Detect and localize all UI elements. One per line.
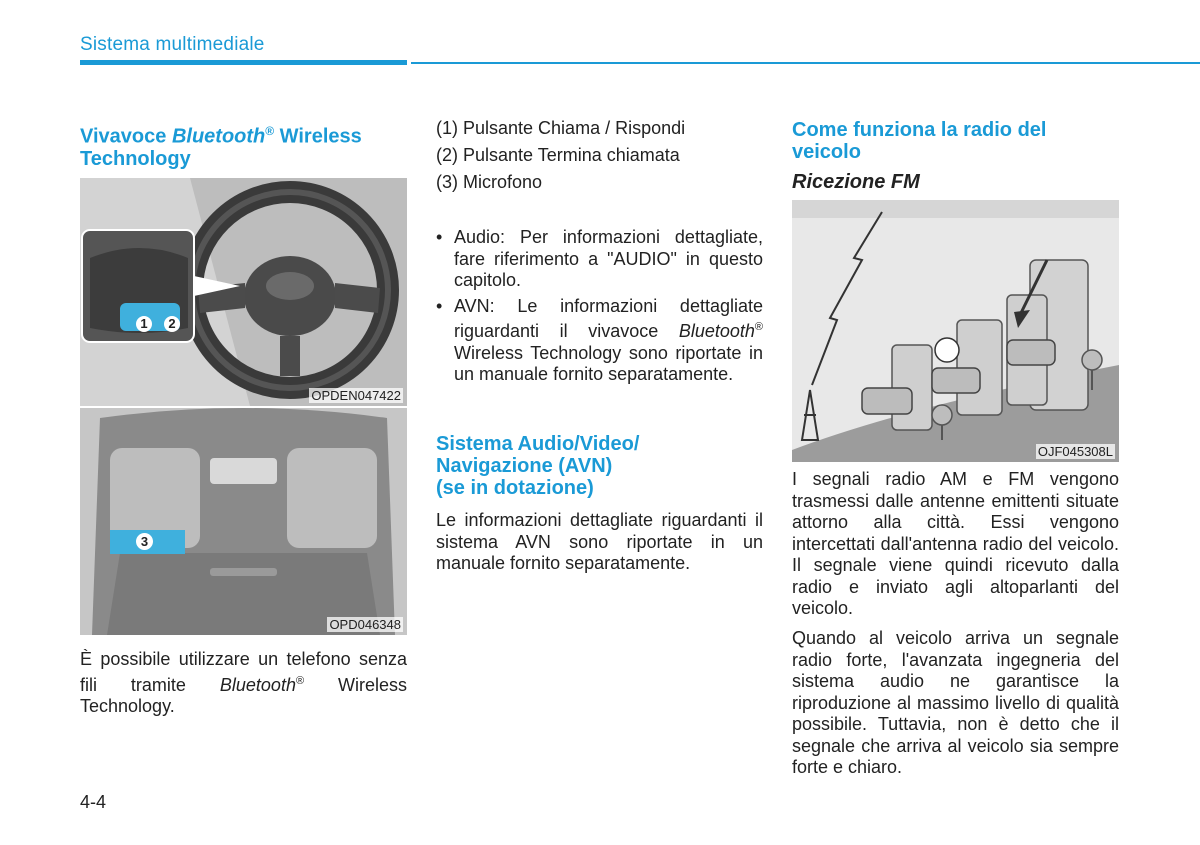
avn-heading-line: Navigazione (AVN) bbox=[436, 455, 613, 477]
avn-paragraph: Le informazioni dettagliate riguardanti il sistema AVN sono riportate in un manuale fornito separatamente. bbox=[436, 510, 763, 573]
figure-caption: OPDEN047422 bbox=[311, 388, 401, 403]
list-item-1: (1) Pulsante Chiama / Rispondi bbox=[436, 118, 686, 138]
heading-text: Wireless Technology bbox=[80, 125, 362, 170]
paragraph-text: Wireless Technology. bbox=[80, 674, 407, 716]
figure-caption: OJF045308L bbox=[1037, 444, 1113, 459]
heading-brand: Bluetooth bbox=[171, 125, 266, 148]
radio-paragraph-2: Quando al veicolo arriva un segnale radio forte, l'avanzata ingegneria del sistema audio ne garantisce la riproduzione al massimo livello di qualità possibile. Tuttavia, non è detto che il segnale che arriva al veicolo sia sempre forte e chiaro. bbox=[792, 628, 1119, 777]
list-item-3: (3) Microfono bbox=[436, 172, 543, 192]
overhead-console-illustration bbox=[80, 408, 407, 635]
bluetooth-heading bbox=[80, 120, 410, 170]
bullet-audio: • Audio: Per informazioni dettagliate, fare riferimento a "AUDIO" in questo capitolo. bbox=[436, 227, 763, 292]
bullet-avn bbox=[436, 296, 763, 386]
page-number: 4-4 bbox=[80, 792, 107, 812]
steering-wheel-illustration bbox=[80, 178, 407, 406]
bullet-list bbox=[436, 227, 763, 386]
heading-text: Vivavoce bbox=[80, 125, 172, 148]
bullet-brand: Bluetooth bbox=[678, 321, 755, 341]
figure-caption: OPD046348 bbox=[329, 617, 401, 632]
radio-paragraph-1: I segnali radio AM e FM vengono trasmessi dalle antenne emittenti situate attorno alla città. Essi vengono intercettati dall'antenna radio del veicolo. Il segnale viene quindi ricevuto dalla radio e inviato agli altoparlanti del veicolo. bbox=[792, 469, 1119, 618]
marker-2: 2 bbox=[164, 316, 180, 332]
header-rule-thick bbox=[80, 60, 407, 65]
fm-reception-illustration bbox=[792, 200, 1119, 462]
bullet-text: Wireless Technology sono riportate in un manuale fornito separatamente. bbox=[454, 342, 763, 384]
registered-mark: ® bbox=[265, 124, 275, 138]
registered-mark: ® bbox=[754, 321, 763, 333]
registered-mark: ® bbox=[295, 674, 305, 687]
paragraph-brand: Bluetooth bbox=[219, 674, 296, 695]
list-item-2: (2) Pulsante Termina chiamata bbox=[436, 145, 680, 165]
steering-wheel-figure bbox=[80, 178, 407, 406]
avn-heading-line: (se in dotazione) bbox=[436, 477, 594, 499]
section-title: Sistema multimediale bbox=[80, 34, 265, 55]
microphone-figure bbox=[80, 408, 407, 635]
marker-3: 3 bbox=[136, 533, 153, 550]
avn-heading-line: Sistema Audio/Video/ bbox=[436, 433, 640, 455]
paragraph-text: È possibile utilizzare un telefono senza fili tramite bbox=[80, 649, 407, 695]
bluetooth-paragraph bbox=[80, 649, 407, 718]
bullet-text: AVN: Le informazioni dettagliate riguardanti il vivavoce bbox=[454, 295, 763, 341]
fm-subheading: Ricezione FM bbox=[792, 171, 920, 193]
fm-reception-figure bbox=[792, 200, 1119, 462]
component-list bbox=[436, 115, 766, 196]
header-rule-thin bbox=[411, 62, 1200, 64]
avn-heading bbox=[436, 433, 766, 499]
radio-heading: Come funziona la radio del veicolo bbox=[792, 119, 1047, 163]
marker-1: 1 bbox=[136, 316, 152, 332]
